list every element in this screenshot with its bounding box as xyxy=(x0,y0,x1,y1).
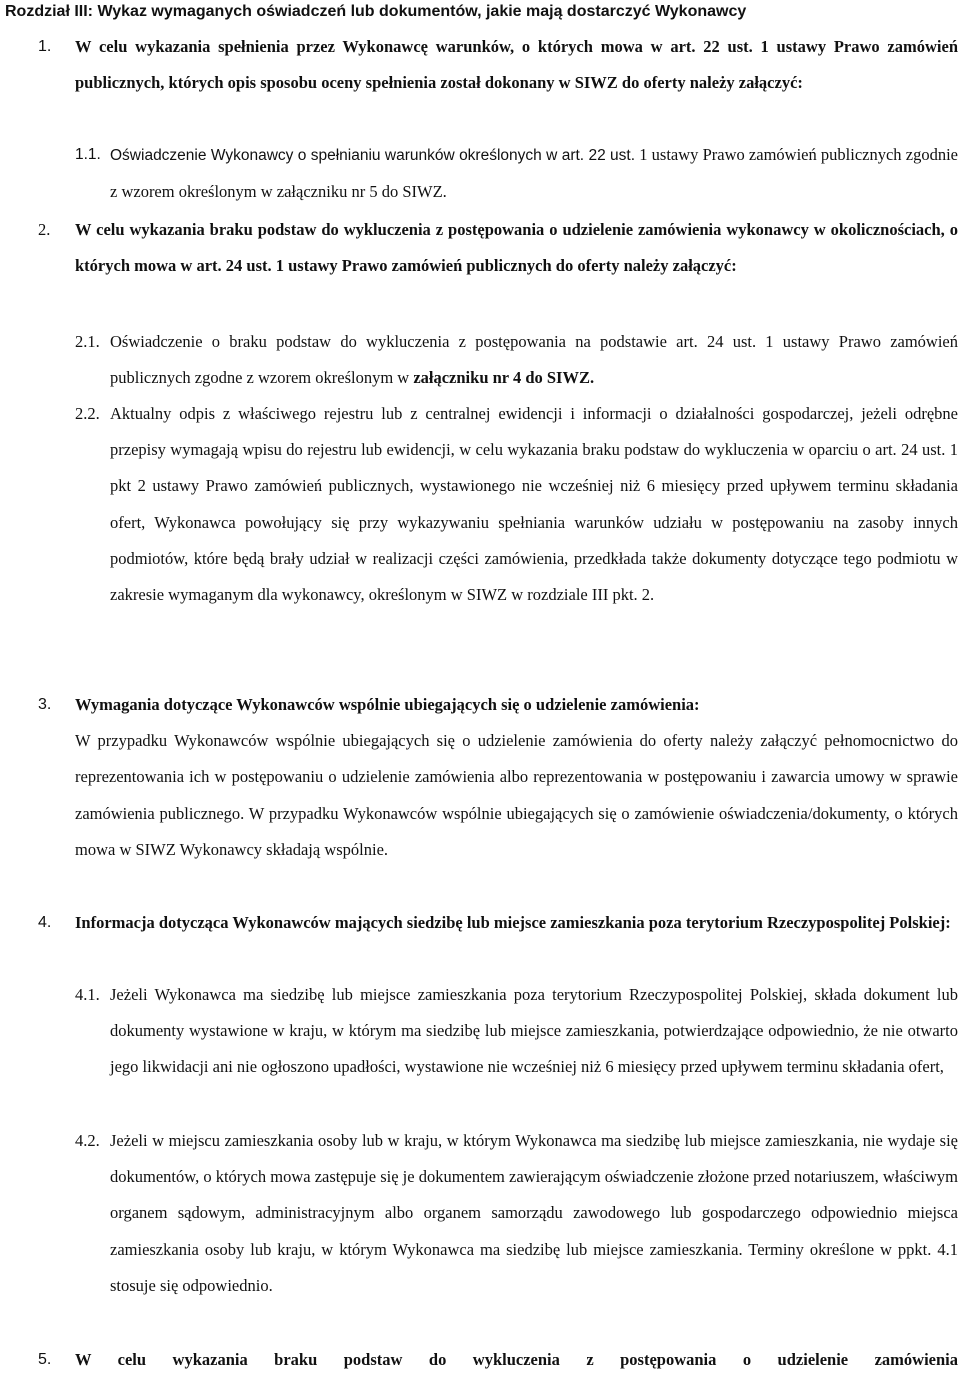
subsection-text-body: Oświadczenie o braku podstaw do wykluczenia z postępowania na podstawie art. 24 ust. 1 ustawy Prawo zamówień publicznych zgodne z wzorem określonym w xyxy=(110,332,958,388)
subsection-text xyxy=(110,137,958,210)
section-title: Wymagania dotyczące Wykonawców wspólnie ubiegających się o udzielenie zamówienia: xyxy=(75,695,700,714)
section-1 xyxy=(0,29,960,101)
section-number: 3. xyxy=(38,696,52,713)
section-title: Informacja dotycząca Wykonawców mających siedzibę lub miejsce zamieszkania poza terytorium Rzeczypospolitej Polskiej: xyxy=(75,913,951,932)
subsection-number: 2.1. xyxy=(75,332,100,351)
section-number: 2. xyxy=(38,220,51,239)
section-number: 5. xyxy=(38,1351,52,1368)
subsection-number: 1.1. xyxy=(75,146,101,163)
subsection-2-2 xyxy=(0,396,960,613)
subsection-text: Aktualny odpis z właściwego rejestru lub z centralnej ewidencji i informacji o działalności gospodarczej, jeżeli odrębne przepisy wymagają wpisu do rejestru lub ewidencji, w celu wykazania braku podstaw do wykluczenia w oparciu o art. 24 ust. 1 pkt 2 ustawy Prawo zamówień publicznych, wystawionego nie wcześniej niż 6 miesięcy przed upływem terminu składania ofert, Wykonawca powołujący się przy wykazywaniu spełniania warunków udziału w postępowaniu na zasoby innych podmiotów, które będą brały udział w realizacji części zamówienia, przedkłada także dokumenty dotyczące tego podmiotu w zakresie wymaganym dla wykonawcy, określonym w SIWZ w rozdziale III pkt. 2. xyxy=(110,404,958,605)
subsection-number: 2.2. xyxy=(75,404,100,423)
subsection-text: Jeżeli Wykonawca ma siedzibę lub miejsce zamieszkania poza terytorium Rzeczypospolitej Polskiej, składa dokument lub dokumenty wystawione w kraju, w którym ma siedzibę lub miejsce zamieszkania, potwierdzające odpowiednio, że nie otwarto jego likwidacji ani nie ogłoszono upadłości, wystawione nie wcześniej niż 6 miesięcy przed upływem terminu składania ofert, xyxy=(110,985,958,1077)
subsection-number: 4.1. xyxy=(75,985,100,1004)
subsection-2-1 xyxy=(0,324,960,396)
section-text: W celu wykazania braku podstaw do wykluczenia z postępowania o udzielenie zamówienia wykonawcy w okolicznościach, o których mowa w art. 24 ust. 1 ustawy Prawo zamówień publicznych do oferty należy załączyć: xyxy=(75,220,958,276)
subsection-text: Jeżeli w miejscu zamieszkania osoby lub w kraju, w którym Wykonawca ma siedzibę lub miejsce zamieszkania, nie wydaje się dokumentów, o których mowa zastępuje się je dokumentem zawierającym oświadczenie złożone przed notariuszem, właściwym organem sądowym, administracyjnym albo organem samorządu zawodowego lub gospodarczego odpowiednio miejsca zamieszkania osoby lub kraju, w którym Wykonawca ma siedzibę lub miejsce zamieszkania. Terminy określone w ppkt. 4.1 stosuje się odpowiednio. xyxy=(110,1131,958,1295)
section-2 xyxy=(0,212,960,284)
section-text: W celu wykazania spełnienia przez Wykonawcę warunków, o których mowa w art. 22 ust. 1 ustawy Prawo zamówień publicznych, których opis sposobu oceny spełnienia został dokonany w SIWZ do oferty należy załączyć: xyxy=(75,37,958,93)
subsection-text xyxy=(110,324,958,396)
section-number: 1. xyxy=(38,38,52,55)
subsection-text-part-b: 1 ustawy Prawo zamówień publicznych zgodnie z wzorem określonym w załączniku nr 5 do SIWZ. xyxy=(110,145,958,202)
subsection-4-1 xyxy=(0,977,960,1086)
section-text: W celu wykazania braku podstaw do wykluczenia z postępowania o udzielenie zamówienia xyxy=(75,1350,958,1369)
section-4 xyxy=(0,905,960,941)
section-5 xyxy=(0,1342,960,1378)
subsection-1-1 xyxy=(0,137,960,210)
section-3 xyxy=(0,687,960,868)
section-number: 4. xyxy=(38,914,52,931)
attachment-reference: załączniku nr 4 do SIWZ. xyxy=(413,368,595,388)
chapter-heading: Rozdział III: Wykaz wymaganych oświadczeń lub dokumentów, jakie mają dostarczyć Wykonawcy xyxy=(5,3,747,20)
subsection-text-part-a: Oświadczenie Wykonawcy o spełnianiu warunków określonych w art. 22 ust. xyxy=(110,147,636,164)
subsection-number: 4.2. xyxy=(75,1131,100,1150)
subsection-4-2 xyxy=(0,1123,960,1304)
section-body: W przypadku Wykonawców wspólnie ubiegających się o udzielenie zamówienia do oferty należy załączyć pełnomocnictwo do reprezentowania ich w postępowaniu o udzielenie zamówienia albo reprezentowania w postępowaniu i zawarcia umowy w sprawie zamówienia publicznego. W przypadku Wykonawców wspólnie ubiegających się o zamówienie oświadczenia/dokumenty, o których mowa w SIWZ Wykonawcy składają wspólnie. xyxy=(75,731,958,859)
